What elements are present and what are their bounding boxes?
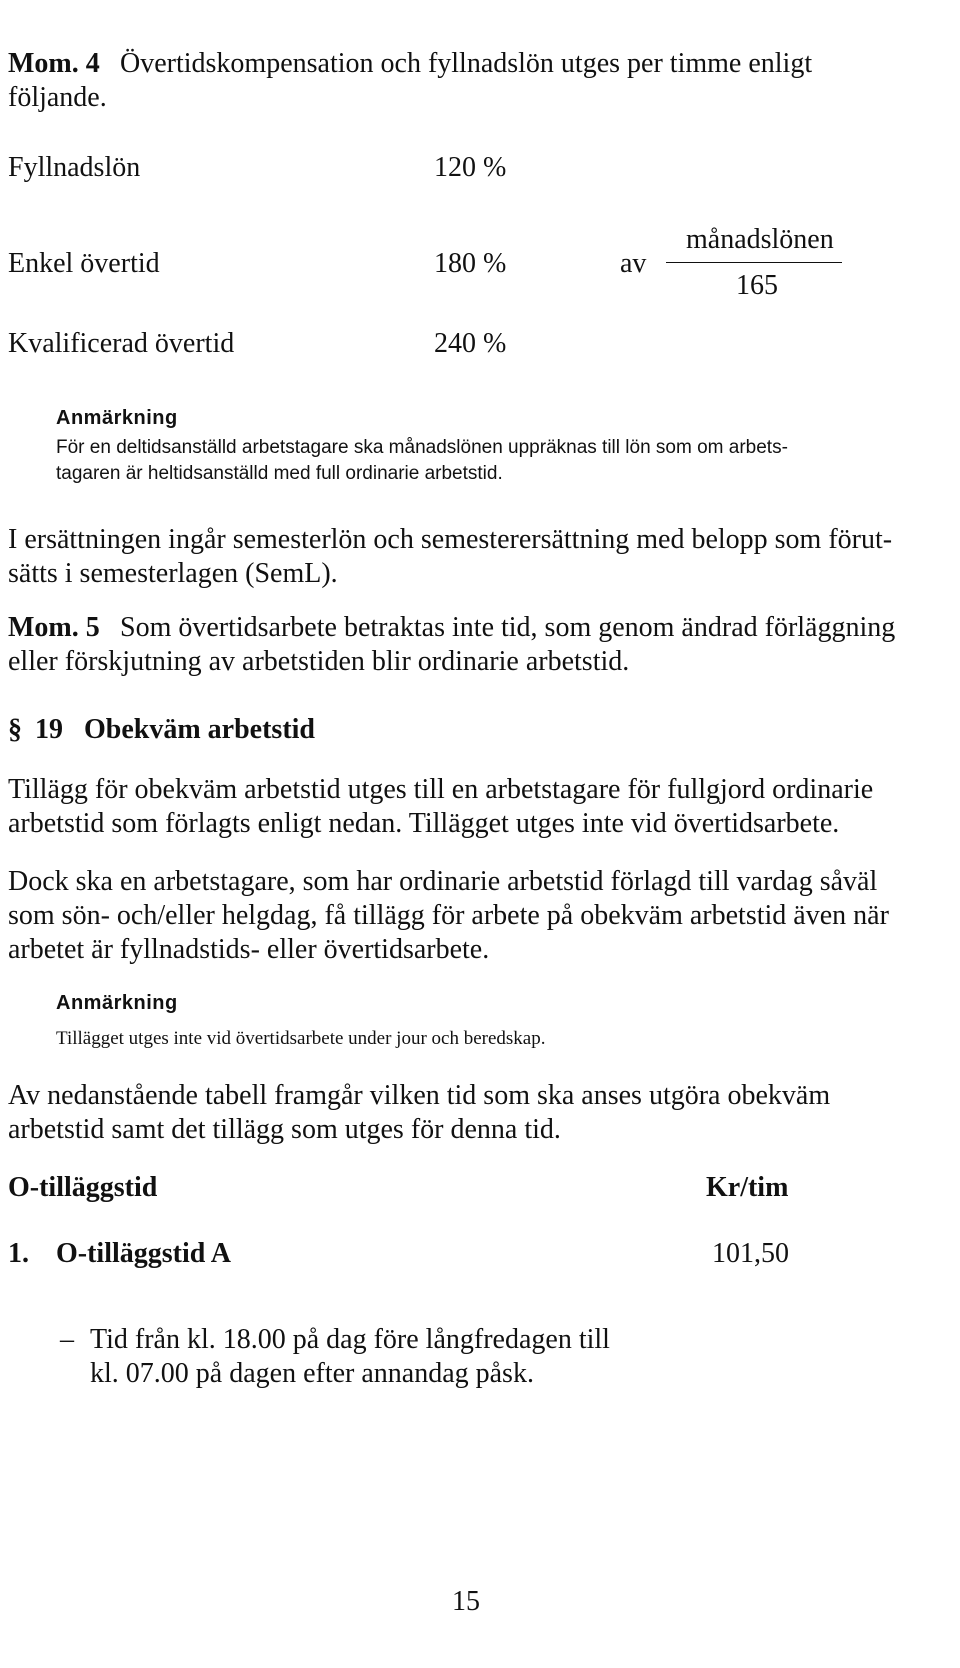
para2-line2: som sön- och/eller helgdag, få tillägg för arbete på obekväm arbetstid även när — [8, 900, 889, 931]
table-row-label: O-tilläggstid A — [56, 1238, 232, 1269]
rate-label-enkel-overtid: Enkel övertid — [8, 248, 160, 279]
mom4-text-line2: följande. — [8, 82, 107, 113]
rate-percent-fyllnadslon: 120 % — [434, 152, 507, 183]
para3-line2: arbetstid samt det tillägg som utges för denna tid. — [8, 1114, 561, 1145]
mom4-label: Mom. 4 — [8, 48, 100, 79]
para2-line3: arbetet är fyllnadstids- eller övertidsarbete. — [8, 934, 490, 965]
table-header-time: O-tilläggstid — [8, 1172, 158, 1203]
table-header-rate: Kr/tim — [706, 1172, 789, 1203]
section-number: 19 — [35, 714, 63, 745]
para1-line1: Tillägg för obekväm arbetstid utges till en arbetstagare för fullgjord ordinarie — [8, 774, 874, 805]
list-item-dash: – — [60, 1324, 74, 1355]
fraction-numerator: månadslönen — [686, 224, 834, 255]
note1-title: Anmärkning — [56, 407, 178, 429]
para2-line1: Dock ska en arbetstagare, som har ordinarie arbetstid förlagd till vardag såväl — [8, 866, 878, 897]
semester-line2: sätts i semesterlagen (SemL). — [8, 558, 338, 589]
rate-label-kvalificerad-overtid: Kvalificerad övertid — [8, 328, 235, 359]
para1-line2: arbetstid som förlagts enligt nedan. Tillägget utges inte vid övertidsarbete. — [8, 808, 840, 839]
rate-percent-kvalificerad-overtid: 240 % — [434, 328, 507, 359]
list-item-line2: kl. 07.00 på dagen efter annandag påsk. — [90, 1358, 534, 1389]
mom5-label: Mom. 5 — [8, 612, 100, 643]
rate-av-word: av — [620, 248, 647, 279]
section-symbol: § — [8, 714, 22, 745]
list-item-line1: Tid från kl. 18.00 på dag före långfredagen till — [90, 1324, 610, 1355]
note2-title: Anmärkning — [56, 992, 178, 1014]
rate-percent-enkel-overtid: 180 % — [434, 248, 507, 279]
table-row-number: 1. — [8, 1238, 29, 1269]
table-row-value: 101,50 — [712, 1238, 789, 1269]
rate-label-fyllnadslon: Fyllnadslön — [8, 152, 141, 183]
fraction-denominator: 165 — [736, 270, 778, 301]
note1-line1: För en deltidsanställd arbetstagare ska månadslönen uppräknas till lön som om arbets- — [56, 437, 788, 458]
mom5-line2: eller förskjutning av arbetstiden blir ordinarie arbetstid. — [8, 646, 630, 677]
semester-line1: I ersättningen ingår semesterlön och semesterersättning med belopp som förut- — [8, 524, 893, 555]
note1-line2: tagaren är heltidsanställd med full ordinarie arbetstid. — [56, 463, 503, 484]
mom5-line1: Som övertidsarbete betraktas inte tid, som genom ändrad förläggning — [120, 612, 896, 643]
fraction-line — [666, 262, 842, 263]
note2-line1: Tillägget utges inte vid övertidsarbete under jour och beredskap. — [56, 1028, 546, 1049]
para3-line1: Av nedanstående tabell framgår vilken tid som ska anses utgöra obekväm — [8, 1080, 831, 1111]
section-title: Obekväm arbetstid — [84, 714, 315, 745]
mom4-text-line1: Övertidskompensation och fyllnadslön utges per timme enligt — [120, 48, 813, 79]
page-number: 15 — [452, 1586, 480, 1617]
section-heading — [8, 712, 315, 748]
